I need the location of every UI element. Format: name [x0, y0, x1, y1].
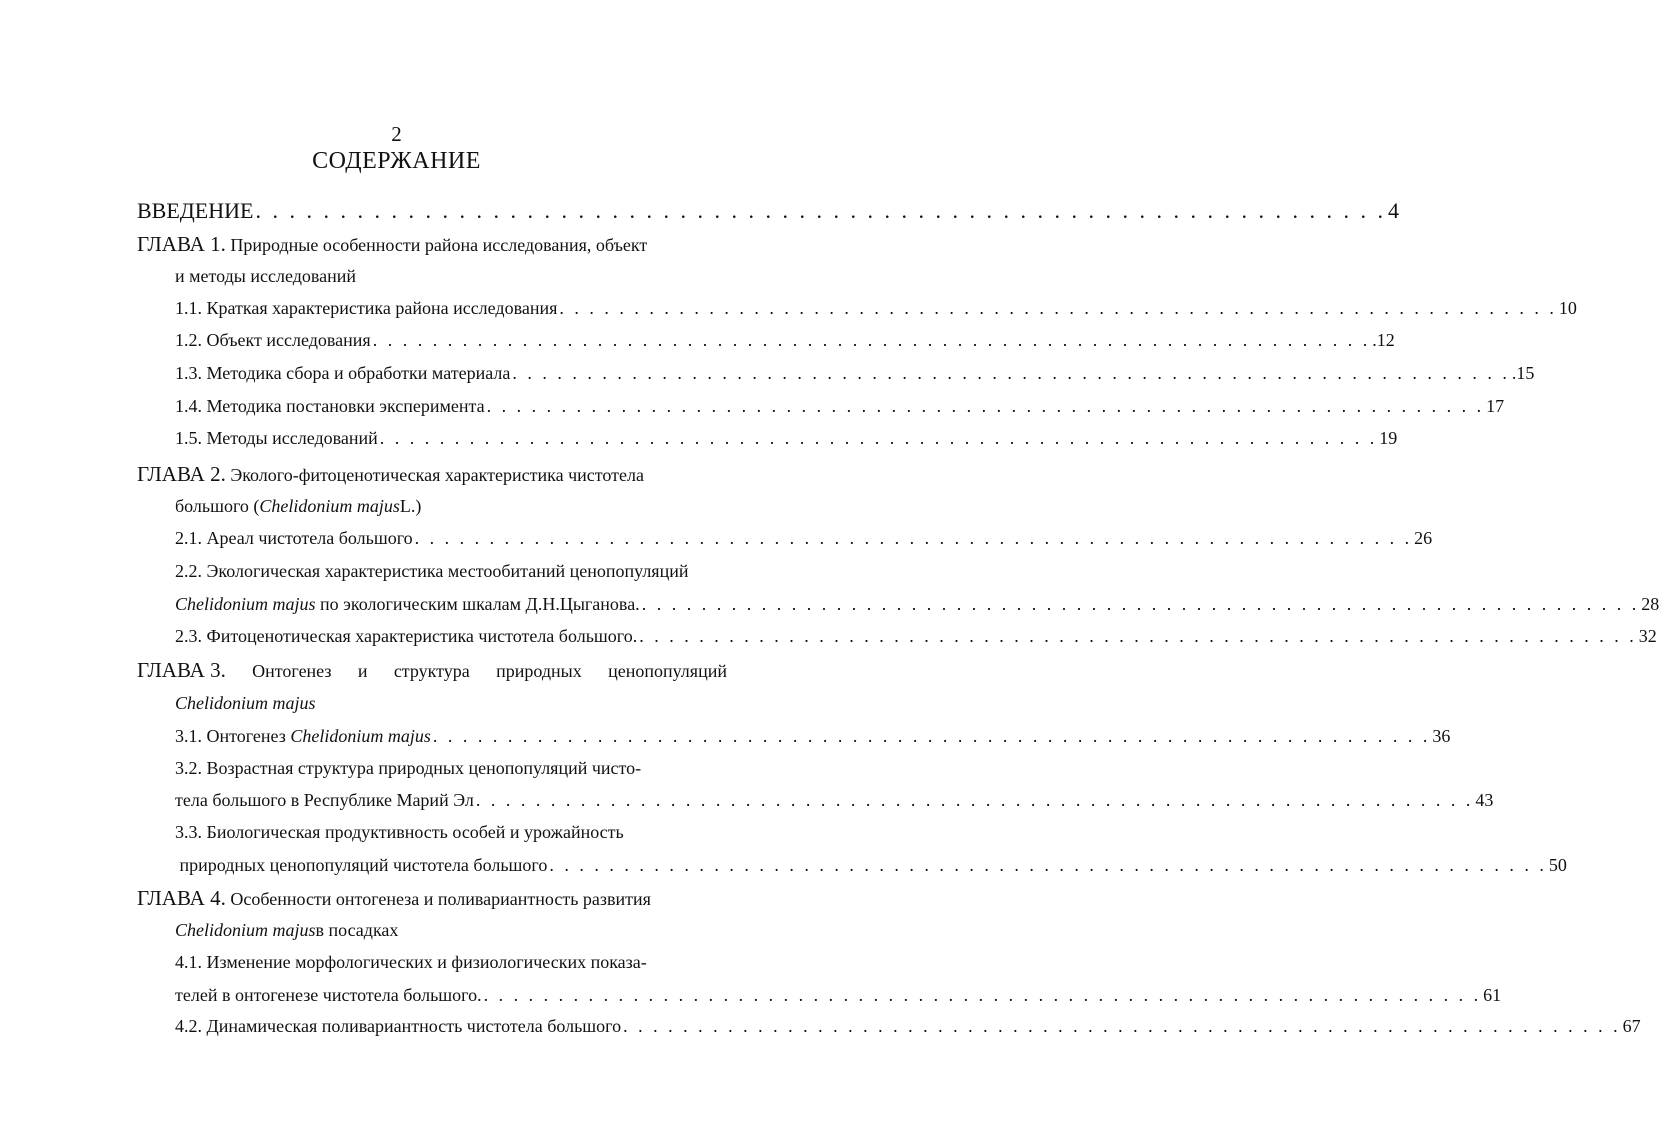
- page-number: 2: [391, 122, 402, 146]
- toc-item-1-1[interactable]: 1.1. Краткая характеристика района исследования . . . 10: [175, 298, 727, 319]
- toc-chapter-2-cont: большого ( Chelidonium majus L.): [175, 496, 422, 516]
- toc-item-3-3-cont[interactable]: природных ценопопуляций чистотела большого . . . 50: [175, 855, 727, 876]
- leader-dots: [476, 790, 1474, 811]
- leader-dots: [623, 1016, 1621, 1037]
- toc-item-1-5[interactable]: 1.5. Методы исследований . . . 19: [175, 428, 727, 449]
- toc-item-2-1[interactable]: 2.1. Ареал чистотела большого . . . 26: [175, 528, 727, 549]
- toc-item-2-2-cont[interactable]: Chelidonium majus по экологическим шкалам Д.Н.Цыганова. . . . 28: [175, 594, 727, 615]
- leader-dots: [642, 594, 1640, 615]
- leader-dots: [487, 396, 1485, 417]
- leader-dots: [639, 626, 1637, 647]
- toc-item-2-3[interactable]: 2.3. Фитоценотическая характеристика чистотела большого. . . . 32: [175, 626, 727, 647]
- leader-dots: [512, 363, 1510, 384]
- toc-item-4-1-cont[interactable]: телей в онтогенезе чистотела большого. . . . 61: [175, 985, 727, 1006]
- toc-item-1-3[interactable]: 1.3. Методика сбора и обработки материала . . . .15: [175, 363, 727, 384]
- page-title: СОДЕРЖАНИЕ: [312, 148, 481, 174]
- toc-item-3-3[interactable]: 3.3. Биологическая продуктивность особей и урожайность: [175, 822, 624, 842]
- toc-chapter-4-cont: Chelidonium majus в посадках: [175, 920, 399, 940]
- leader-dots: [484, 985, 1482, 1006]
- leader-dots: [380, 428, 1378, 449]
- leader-dots: [433, 726, 1431, 747]
- leader-dots: [255, 198, 1386, 224]
- leader-dots: [415, 528, 1413, 549]
- toc-item-3-2-cont[interactable]: тела большого в Республике Марий Эл . . . 43: [175, 790, 727, 811]
- toc-item-3-1[interactable]: 3.1. Онтогенез Chelidonium majus . . . 36: [175, 726, 727, 747]
- leader-dots: [549, 855, 1547, 876]
- toc-item-1-4[interactable]: 1.4. Методика постановки эксперимента . . . 17: [175, 396, 727, 417]
- toc-chapter-1[interactable]: ГЛАВА 1. Природные особенности района исследования, объект: [137, 232, 648, 256]
- leader-dots: [559, 298, 1557, 319]
- toc-chapter-3-cont: Chelidonium majus: [175, 693, 316, 713]
- toc-chapter-4[interactable]: ГЛАВА 4. Особенности онтогенеза и поливариантность развития: [137, 886, 651, 910]
- toc-chapter-1-cont: и методы исследований: [175, 266, 357, 286]
- toc-item-2-2[interactable]: 2.2. Экологическая характеристика местообитаний ценопопуляций: [175, 561, 689, 581]
- toc-chapter-2[interactable]: ГЛАВА 2. Эколого-фитоценотическая характеристика чистотела: [137, 462, 644, 486]
- toc-item-4-1[interactable]: 4.1. Изменение морфологических и физиологических показа-: [175, 952, 647, 972]
- toc-item-1-2[interactable]: 1.2. Объект исследования . . . .12: [175, 330, 727, 351]
- toc-entry-intro[interactable]: ВВЕДЕНИЕ . . . 4: [137, 198, 727, 224]
- toc-chapter-3[interactable]: ГЛАВА 3. Онтогенез и структура природных ценопопуляций: [137, 658, 727, 682]
- leader-dots: [373, 330, 1371, 351]
- toc-item-3-2[interactable]: 3.2. Возрастная структура природных ценопопуляций чисто-: [175, 758, 642, 778]
- toc-item-4-2[interactable]: 4.2. Динамическая поливариантность чистотела большого . . . 67: [175, 1016, 727, 1037]
